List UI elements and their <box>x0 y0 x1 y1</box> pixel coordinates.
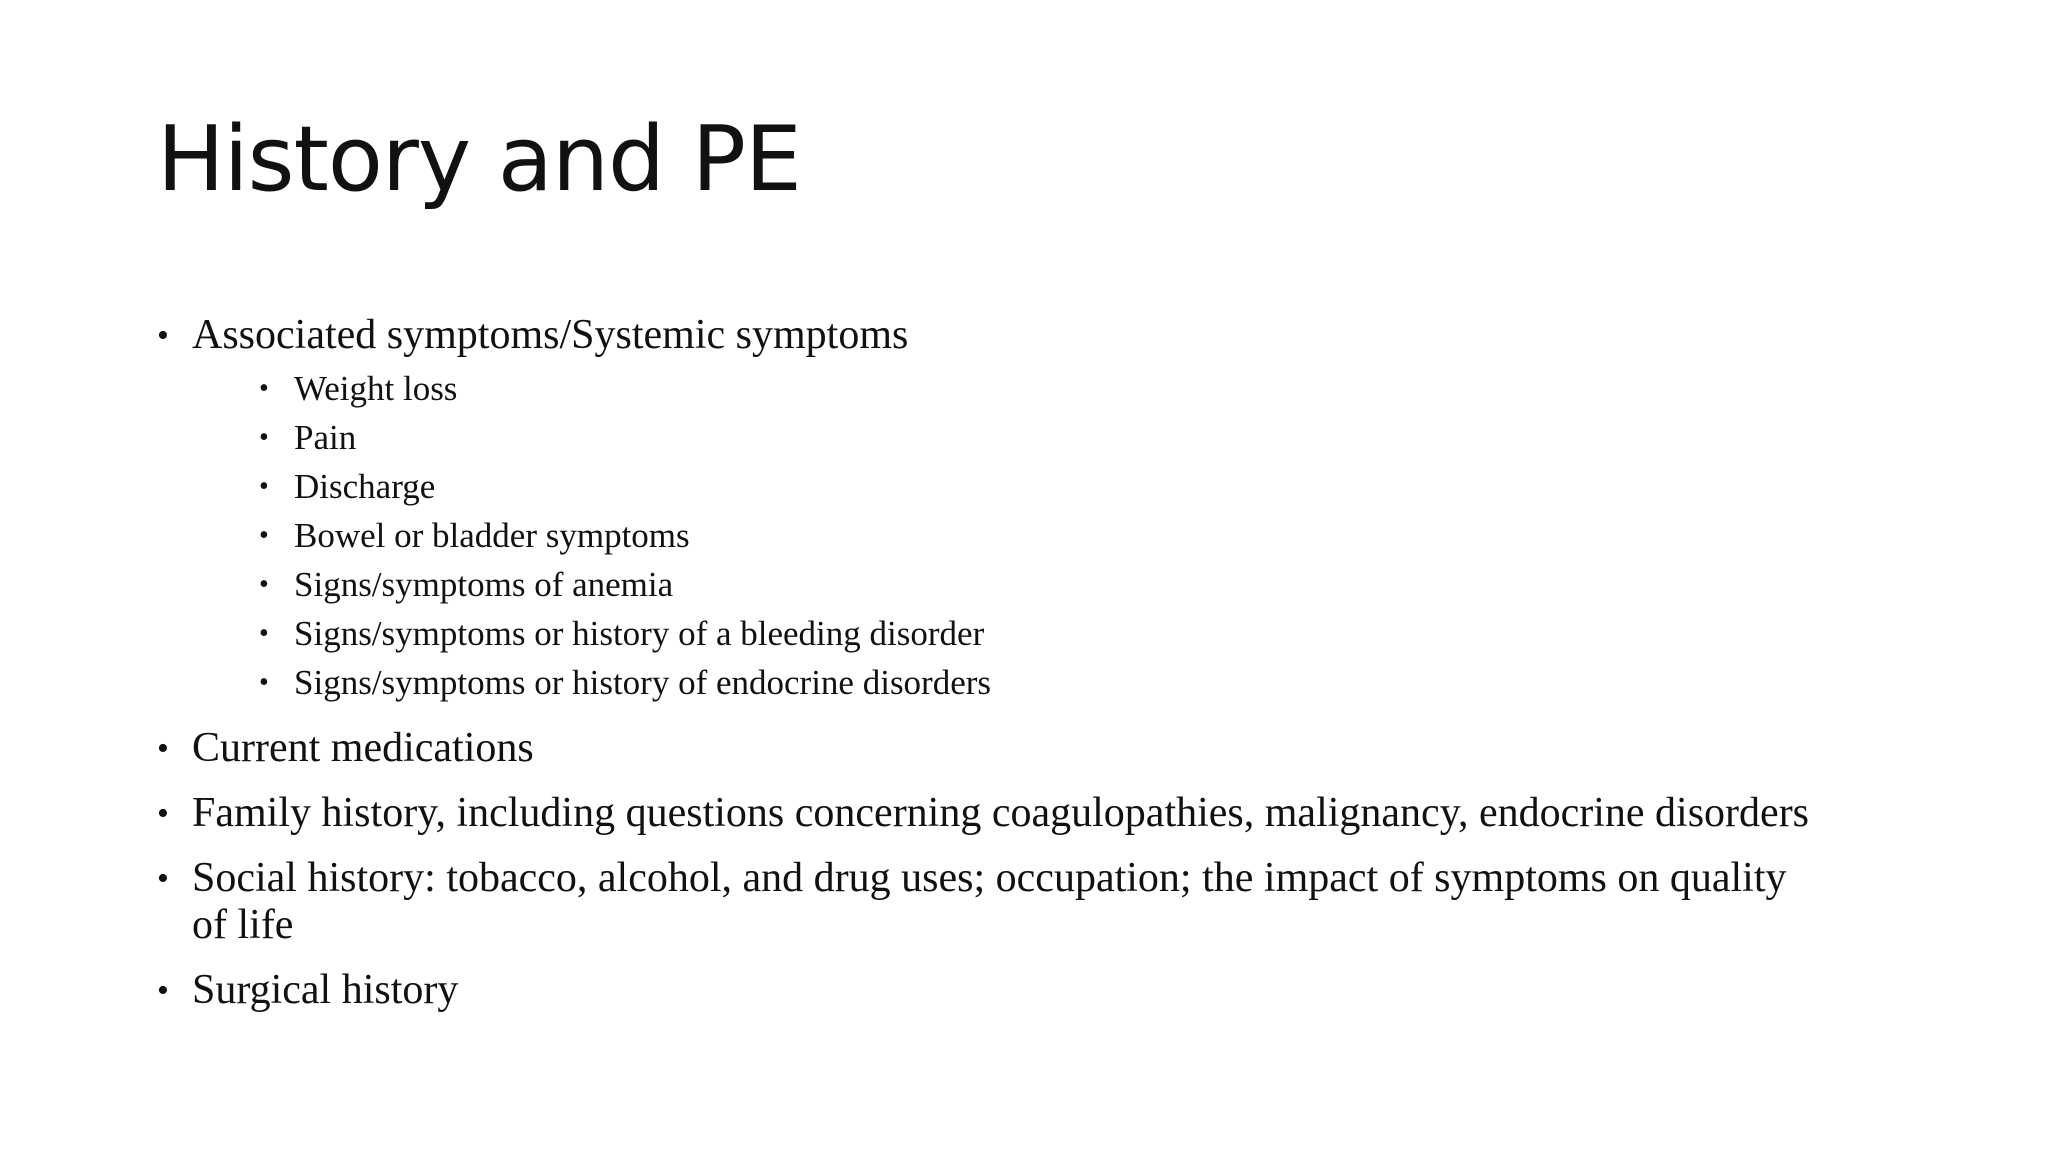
bullet-icon: • <box>157 317 169 354</box>
bullet-icon: • <box>157 795 169 832</box>
sub-bullet-item <box>259 560 1917 609</box>
bullet-item <box>157 855 1917 949</box>
sub-bullet-item <box>259 609 1917 658</box>
bullet-icon: • <box>157 860 169 897</box>
bullet-text: Associated symptoms/Systemic symptoms <box>192 312 909 358</box>
bullet-item <box>157 967 1917 1014</box>
slide-title: History and PE <box>157 107 801 212</box>
sub-bullet-text: Signs/symptoms or history of a bleeding disorder <box>294 614 985 653</box>
bullet-icon: • <box>259 520 269 551</box>
sub-bullet-item <box>259 511 1917 560</box>
bullet-icon: • <box>259 373 269 404</box>
bullet-text: Surgical history <box>192 967 459 1013</box>
sub-bullet-text: Pain <box>294 418 357 457</box>
bullet-icon: • <box>157 972 169 1009</box>
bullet-icon: • <box>259 422 269 453</box>
bullet-icon: • <box>259 569 269 600</box>
sub-bullet-list <box>192 364 1917 707</box>
sub-bullet-text: Weight loss <box>294 369 458 408</box>
bullet-text: Current medications <box>192 725 534 771</box>
bullet-list <box>157 312 1917 1014</box>
bullet-icon: • <box>259 667 269 698</box>
sub-bullet-item <box>259 413 1917 462</box>
bullet-text-line-2: of life <box>192 902 294 948</box>
sub-bullet-text: Bowel or bladder symptoms <box>294 516 690 555</box>
bullet-text: Family history, including questions concerning coagulopathies, malignancy, endocrine disorders <box>192 790 1810 836</box>
sub-bullet-text: Discharge <box>294 467 436 506</box>
sub-bullet-item <box>259 462 1917 511</box>
sub-bullet-item <box>259 658 1917 707</box>
bullet-text-line-1: Social history: tobacco, alcohol, and drug uses; occupation; the impact of symptoms on quality <box>192 855 1787 901</box>
bullet-item <box>157 725 1917 772</box>
sub-bullet-text: Signs/symptoms of anemia <box>294 565 674 604</box>
bullet-icon: • <box>259 618 269 649</box>
sub-bullet-text: Signs/symptoms or history of endocrine disorders <box>294 663 992 702</box>
bullet-item <box>157 312 1917 707</box>
sub-bullet-item <box>259 364 1917 413</box>
bullet-icon: • <box>259 471 269 502</box>
bullet-icon: • <box>157 730 169 767</box>
bullet-item <box>157 790 1917 837</box>
